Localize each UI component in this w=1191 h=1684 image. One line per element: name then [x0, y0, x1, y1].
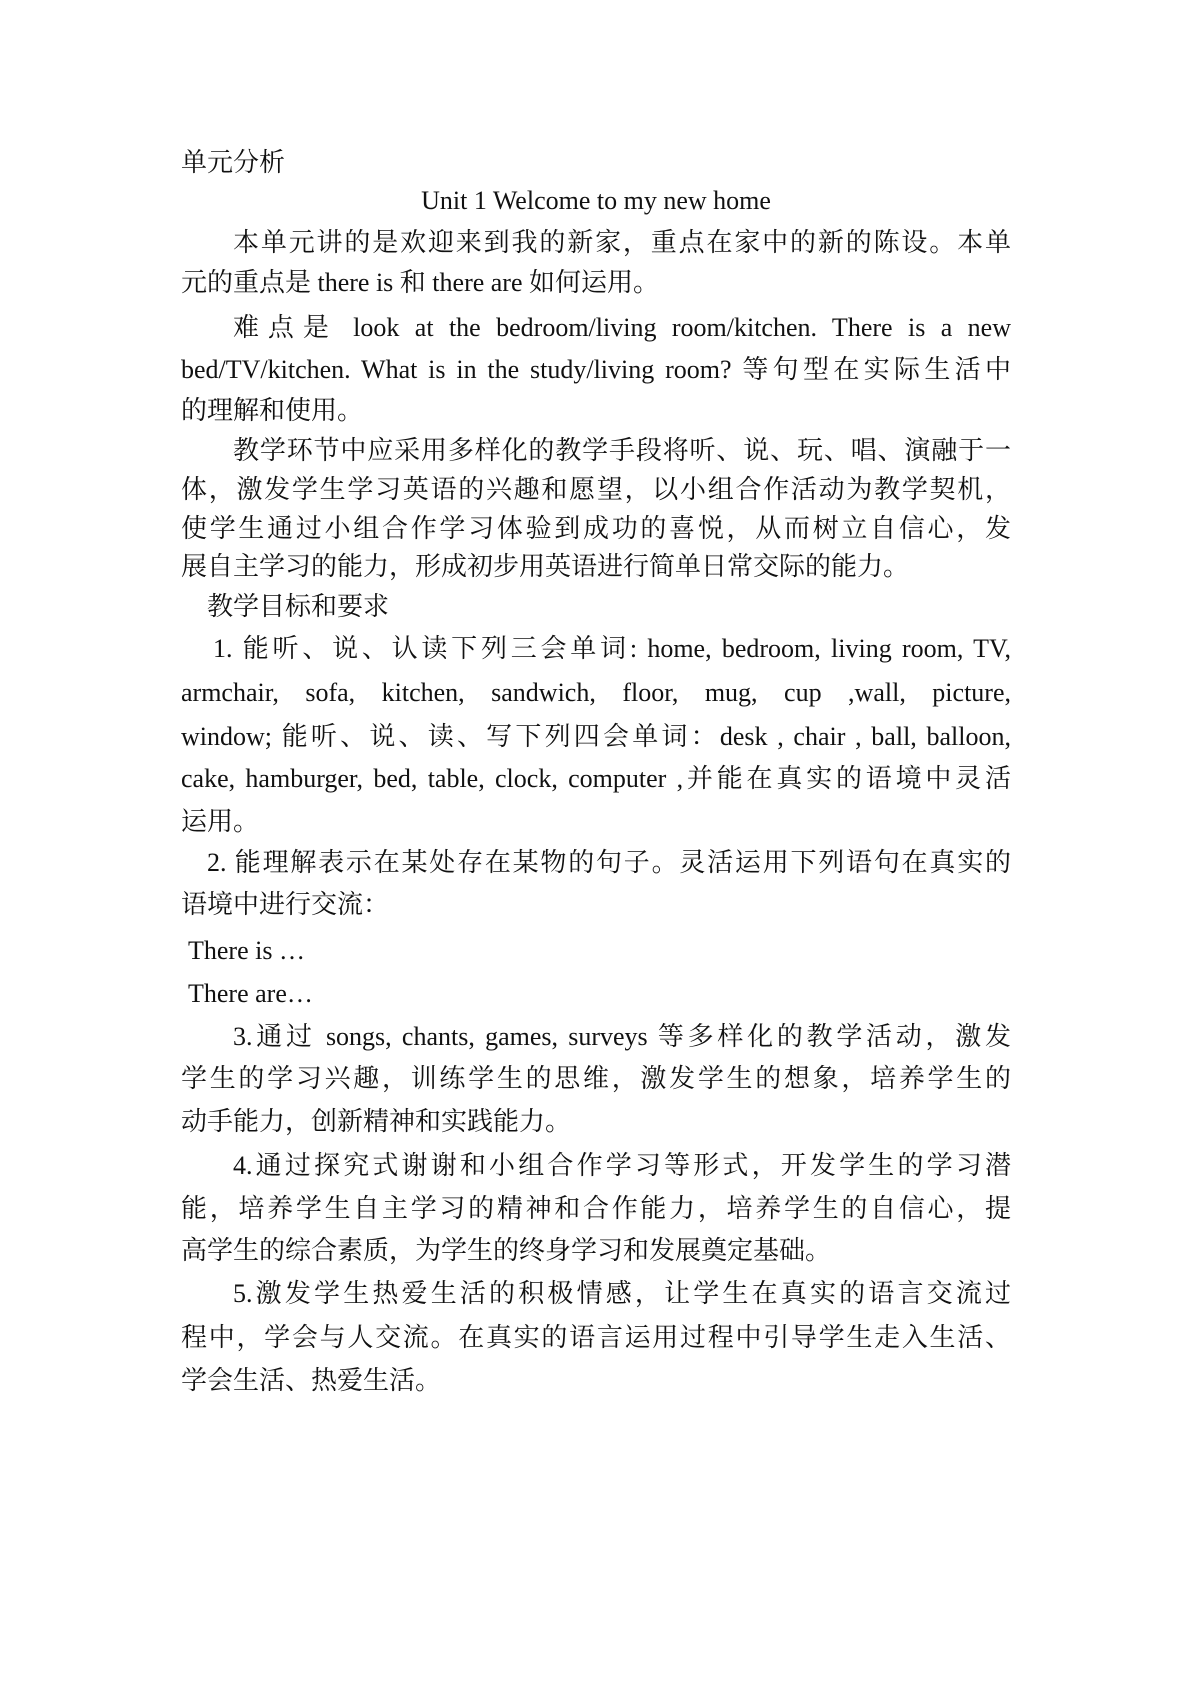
- paragraph-line: 元的重点是 there is 和 there are 如何运用。: [181, 268, 660, 297]
- paragraph-line: 难点是 look at the bedroom/living room/kitchen. There is a new: [233, 313, 1011, 342]
- paragraph-line: 展自主学习的能力，形成初步用英语进行简单日常交际的能力。: [181, 552, 910, 581]
- paragraph-line: 3.通过 songs, chants, games, surveys 等多样化的教学活动，激发: [233, 1022, 1011, 1051]
- paragraph-line: 的理解和使用。: [181, 396, 364, 425]
- paragraph-line: armchair, sofa, kitchen, sandwich, floor, mug, cup ,wall, picture,: [181, 678, 1011, 707]
- paragraph-line: 本单元讲的是欢迎来到我的新家，重点在家中的新的陈设。本单: [233, 228, 1011, 257]
- paragraph-line: 体，激发学生学习英语的兴趣和愿望，以小组合作活动为教学契机，: [181, 475, 1011, 504]
- paragraph-line: 4.通过探究式谢谢和小组合作学习等形式，开发学生的学习潜: [233, 1151, 1011, 1180]
- paragraph-line: 高学生的综合素质，为学生的终身学习和发展奠定基础。: [181, 1236, 832, 1265]
- paragraph-line: 使学生通过小组合作学习体验到成功的喜悦，从而树立自信心，发: [181, 514, 1011, 543]
- paragraph-line: cake, hamburger, bed, table, clock, computer ,并能在真实的语境中灵活: [181, 764, 1011, 793]
- paragraph-line: 2. 能理解表示在某处存在某物的句子。灵活运用下列语句在真实的: [207, 848, 1011, 877]
- paragraph-line: 程中，学会与人交流。在真实的语言运用过程中引导学生走入生活、: [181, 1323, 1011, 1352]
- paragraph-line: 学会生活、热爱生活。: [181, 1366, 442, 1395]
- paragraph-line: 1. 能听、说、认读下列三会单词: home, bedroom, living room, TV,: [213, 634, 1011, 663]
- paragraph-line: 能，培养学生自主学习的精神和合作能力，培养学生的自信心，提: [181, 1194, 1011, 1223]
- example-sentence: There is …: [188, 936, 305, 965]
- paragraph-line: 学生的学习兴趣，训练学生的思维，激发学生的想象，培养学生的: [181, 1064, 1011, 1093]
- paragraph-line: bed/TV/kitchen. What is in the study/living room? 等句型在实际生活中: [181, 355, 1011, 384]
- paragraph-line: 语境中进行交流：: [181, 890, 390, 919]
- paragraph-line: 运用。: [181, 807, 260, 836]
- unit-title: Unit 1 Welcome to my new home: [421, 186, 771, 215]
- paragraph-line: 5.激发学生热爱生活的积极情感，让学生在真实的语言交流过: [233, 1279, 1011, 1308]
- paragraph-line: window; 能听、说、读、写下列四会单词：desk , chair , ball, balloon,: [181, 722, 1011, 751]
- paragraph-line: 动手能力，创新精神和实践能力。: [181, 1107, 572, 1136]
- section-heading: 单元分析: [181, 148, 286, 177]
- subheading: 教学目标和要求: [207, 592, 390, 621]
- example-sentence: There are…: [188, 979, 313, 1008]
- paragraph-line: 教学环节中应采用多样化的教学手段将听、说、玩、唱、演融于一: [233, 436, 1011, 465]
